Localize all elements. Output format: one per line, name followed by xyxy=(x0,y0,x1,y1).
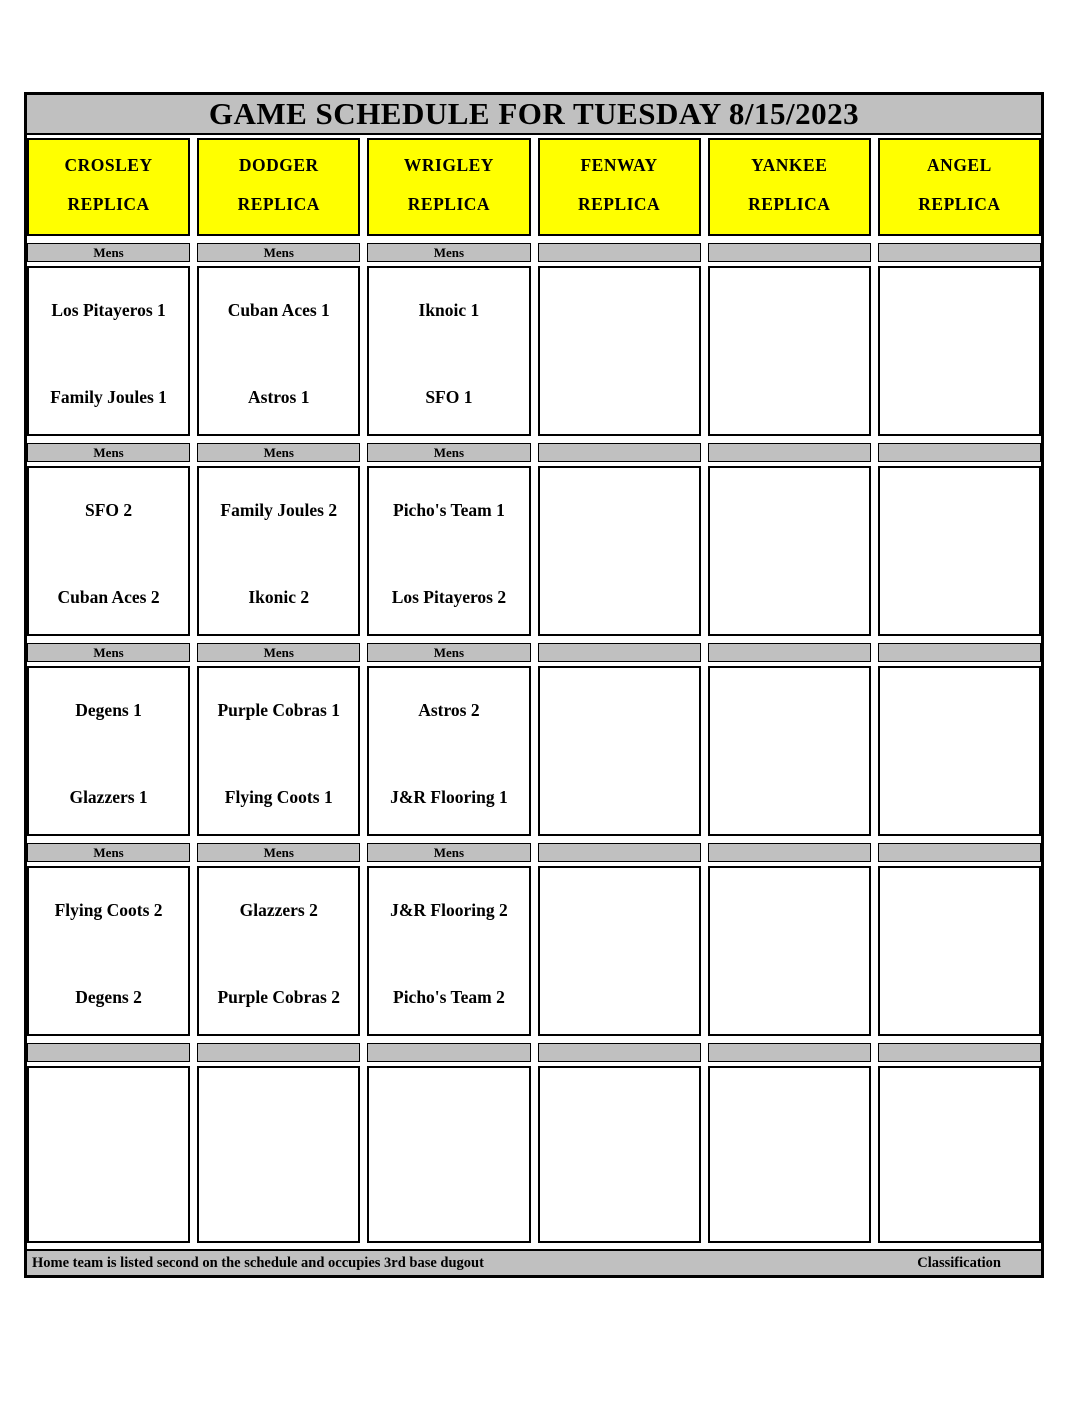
division-label xyxy=(708,443,871,462)
schedule-table xyxy=(24,92,1044,1278)
game-cell xyxy=(878,466,1041,636)
field-type: REPLICA xyxy=(577,194,661,214)
away-team: Cuban Aces 1 xyxy=(227,300,330,320)
division-label xyxy=(708,843,871,862)
away-team: Purple Cobras 1 xyxy=(217,700,340,720)
away-team: Iknoic 1 xyxy=(418,300,480,320)
game-cell xyxy=(367,666,530,836)
game-row xyxy=(27,266,1041,436)
field-name: CROSLEY xyxy=(64,155,153,175)
game-cell xyxy=(878,1066,1041,1243)
division-label: Mens xyxy=(27,243,190,262)
home-team: Ikonic 2 xyxy=(248,587,310,607)
game-cell xyxy=(197,1066,360,1243)
away-team: J&R Flooring 2 xyxy=(390,900,508,920)
home-team: SFO 1 xyxy=(425,387,473,407)
game-row xyxy=(27,666,1041,836)
header-cell-yankee xyxy=(708,138,871,236)
division-label xyxy=(538,443,701,462)
game-cell xyxy=(708,1066,871,1243)
field-name: FENWAY xyxy=(580,155,658,175)
division-label: Mens xyxy=(27,843,190,862)
division-label: Mens xyxy=(367,243,530,262)
field-type: REPLICA xyxy=(407,194,491,214)
game-cell xyxy=(538,466,701,636)
division-band-row xyxy=(27,243,1041,262)
header-cell-wrigley xyxy=(367,138,530,236)
away-team: Flying Coots 2 xyxy=(54,900,163,920)
home-team: Astros 1 xyxy=(248,387,310,407)
home-team: Picho's Team 2 xyxy=(393,987,505,1007)
division-label xyxy=(538,843,701,862)
home-team: Flying Coots 1 xyxy=(224,787,333,807)
game-row xyxy=(27,466,1041,636)
division-label xyxy=(367,1043,530,1062)
game-cell xyxy=(197,266,360,436)
game-cell xyxy=(878,266,1041,436)
game-cell xyxy=(197,666,360,836)
field-name: ANGEL xyxy=(927,155,992,175)
division-band-row xyxy=(27,1043,1041,1062)
division-label: Mens xyxy=(27,443,190,462)
division-label xyxy=(197,1043,360,1062)
division-label xyxy=(708,643,871,662)
home-team: J&R Flooring 1 xyxy=(390,787,508,807)
division-label: Mens xyxy=(197,643,360,662)
game-cell xyxy=(27,266,190,436)
classification-label: Classification xyxy=(917,1254,1001,1271)
division-label xyxy=(538,643,701,662)
division-label xyxy=(878,843,1041,862)
field-name: WRIGLEY xyxy=(403,155,494,175)
game-cell xyxy=(878,866,1041,1036)
away-team: Glazzers 2 xyxy=(239,900,318,920)
header-cell-dodger xyxy=(197,138,360,236)
game-cell xyxy=(367,266,530,436)
game-row xyxy=(27,1066,1041,1243)
game-cell xyxy=(708,466,871,636)
home-team-note: Home team is listed second on the schedule and occupies 3rd base dugout xyxy=(32,1254,484,1271)
game-cell xyxy=(538,666,701,836)
footer-bar xyxy=(27,1249,1041,1275)
game-cell xyxy=(27,666,190,836)
game-cell xyxy=(27,866,190,1036)
home-team: Family Joules 1 xyxy=(50,387,167,407)
division-label: Mens xyxy=(367,643,530,662)
game-row xyxy=(27,866,1041,1036)
header-cell-crosley xyxy=(27,138,190,236)
division-band-row xyxy=(27,843,1041,862)
division-label xyxy=(538,1043,701,1062)
game-cell xyxy=(538,866,701,1036)
field-type: REPLICA xyxy=(237,194,320,214)
field-name: YANKEE xyxy=(751,155,828,175)
division-label xyxy=(708,1043,871,1062)
game-cell xyxy=(197,866,360,1036)
division-band-row xyxy=(27,643,1041,662)
division-band-row xyxy=(27,443,1041,462)
page-title: GAME SCHEDULE FOR TUESDAY 8/15/2023 xyxy=(27,95,1041,135)
field-header-row xyxy=(27,138,1041,236)
game-cell xyxy=(27,466,190,636)
home-team: Glazzers 1 xyxy=(69,787,148,807)
division-label xyxy=(878,443,1041,462)
division-label: Mens xyxy=(197,443,360,462)
header-cell-fenway xyxy=(538,138,701,236)
field-type: REPLICA xyxy=(748,194,831,214)
header-cell-angel xyxy=(878,138,1041,236)
game-cell xyxy=(367,866,530,1036)
game-cell xyxy=(708,866,871,1036)
division-label xyxy=(538,243,701,262)
game-cell xyxy=(708,266,871,436)
game-cell xyxy=(878,666,1041,836)
division-label: Mens xyxy=(197,843,360,862)
away-team: Picho's Team 1 xyxy=(393,500,505,520)
field-name: DODGER xyxy=(238,155,319,175)
game-cell xyxy=(367,466,530,636)
division-label xyxy=(27,1043,190,1062)
home-team: Degens 2 xyxy=(75,987,142,1007)
division-label: Mens xyxy=(197,243,360,262)
game-cell xyxy=(27,1066,190,1243)
division-label xyxy=(878,243,1041,262)
division-label: Mens xyxy=(367,443,530,462)
division-label: Mens xyxy=(367,843,530,862)
division-label: Mens xyxy=(27,643,190,662)
game-cell xyxy=(538,266,701,436)
game-cell xyxy=(538,1066,701,1243)
division-label xyxy=(878,643,1041,662)
division-label xyxy=(708,243,871,262)
game-cell xyxy=(367,1066,530,1243)
field-type: REPLICA xyxy=(67,194,150,214)
away-team: Astros 2 xyxy=(418,700,480,720)
game-cell xyxy=(708,666,871,836)
away-team: Degens 1 xyxy=(75,700,142,720)
home-team: Cuban Aces 2 xyxy=(57,587,160,607)
away-team: Family Joules 2 xyxy=(220,500,338,520)
field-type: REPLICA xyxy=(918,194,1001,214)
division-label xyxy=(878,1043,1041,1062)
home-team: Purple Cobras 2 xyxy=(217,987,340,1007)
home-team: Los Pitayeros 2 xyxy=(391,587,507,607)
game-cell xyxy=(197,466,360,636)
away-team: SFO 2 xyxy=(84,500,133,520)
away-team: Los Pitayeros 1 xyxy=(51,300,166,320)
